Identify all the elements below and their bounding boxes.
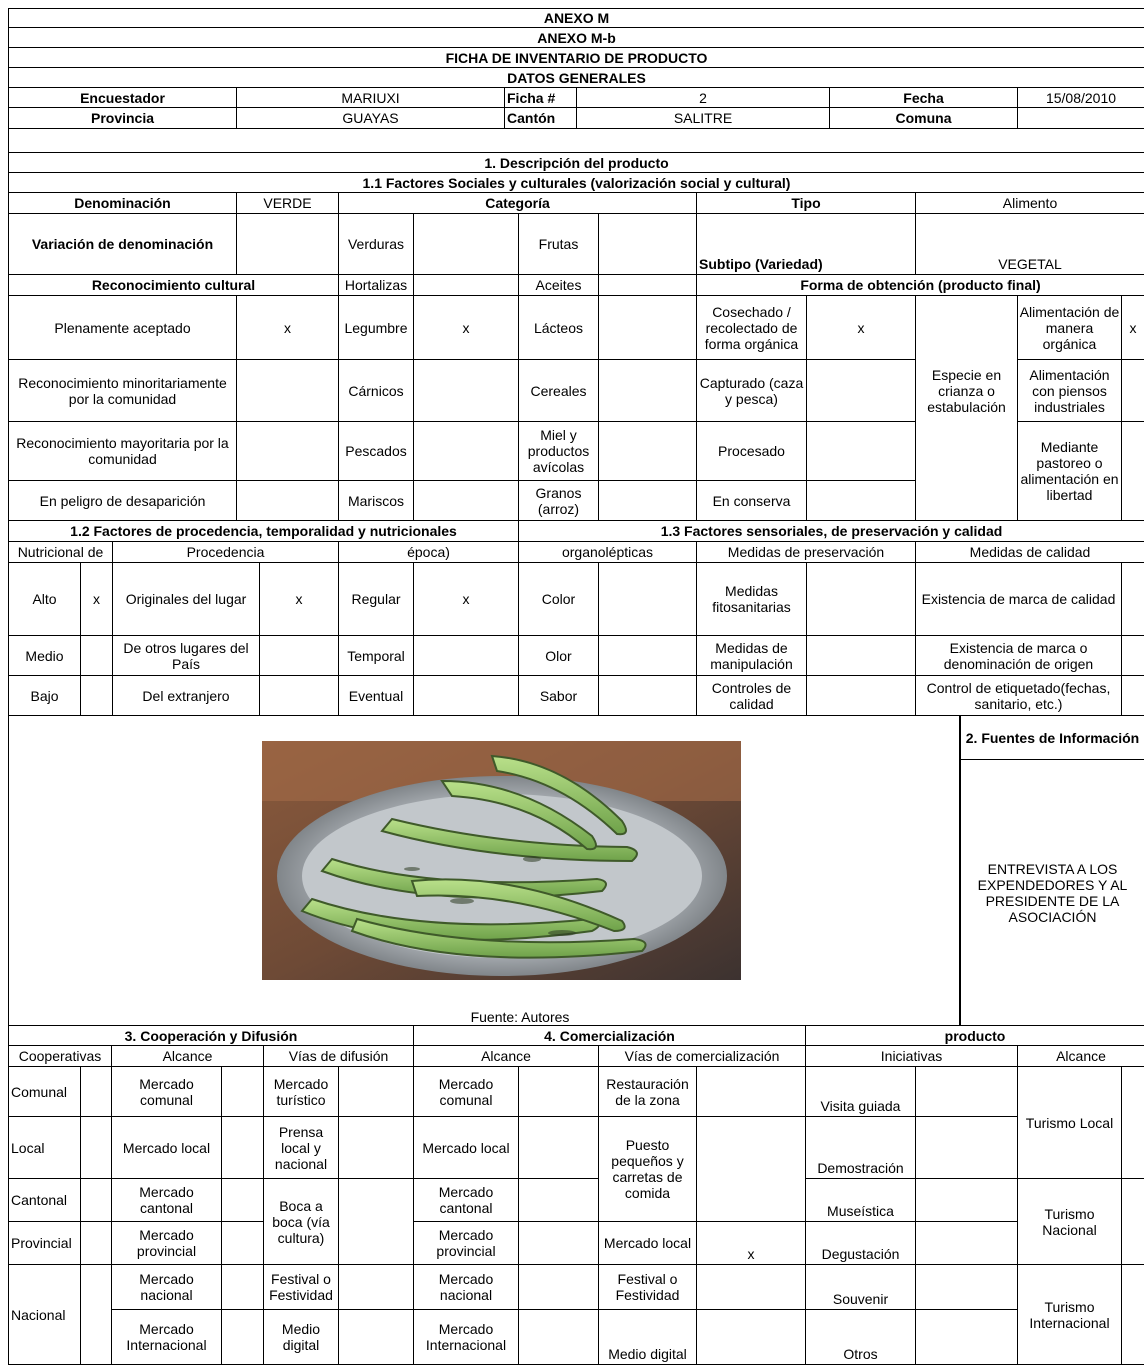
nutricional-label: Nutricional de — [8, 542, 113, 563]
tipo-value: Alimento — [916, 193, 1144, 214]
s3-alc-local: Mercado local — [112, 1117, 222, 1179]
cat-mariscos-mark — [414, 481, 519, 521]
nutri-medio: Medio — [8, 636, 81, 676]
s4-alc-cantonal-mark — [519, 1179, 599, 1222]
canton-value: SALITRE — [577, 108, 830, 129]
section4-title: 4. Comercialización — [414, 1026, 806, 1046]
cat-carnicos-mark — [414, 360, 519, 422]
calidad-origen: Existencia de marca o denominación de origen — [916, 636, 1122, 676]
proc-extranjero: Del extranjero — [113, 676, 260, 716]
coop-cantonal: Cantonal — [8, 1179, 81, 1222]
annex-title: ANEXO M — [8, 8, 1144, 28]
alim-piensos-mark — [1122, 360, 1144, 422]
preserv-controles-mark — [807, 676, 916, 716]
alim-organica-mark: x — [1122, 296, 1144, 360]
especie-top — [916, 296, 1018, 360]
section2-title: 2. Fuentes de Información — [960, 716, 1144, 760]
s4-alc-internacional: Mercado Internacional — [414, 1310, 519, 1365]
s5-turismo-local: Turismo Local — [1018, 1067, 1122, 1179]
coop-provincial-mark — [81, 1222, 112, 1265]
epoca-label: época) — [339, 542, 519, 563]
plantains-photo — [262, 741, 741, 980]
ini-visita-mark — [916, 1067, 1018, 1117]
ini-demostracion-mark — [916, 1117, 1018, 1179]
s5-turismo-local-mark — [1122, 1067, 1144, 1179]
coop-label: Cooperativas — [8, 1046, 112, 1067]
organo-olor-mark — [599, 636, 697, 676]
s3-via-turistico: Mercado turístico — [264, 1067, 339, 1117]
forma-conserva: En conserva — [697, 481, 807, 521]
forma-cosechado-mark: x — [807, 296, 916, 360]
epoca-regular-mark: x — [414, 563, 519, 636]
ini-souvenir: Souvenir — [806, 1265, 916, 1310]
s4-alc-provincial: Mercado provincial — [414, 1222, 519, 1265]
calidad-marca-mark — [1122, 563, 1144, 636]
s5-turismo-nacional: Turismo Nacional — [1018, 1179, 1122, 1265]
organo-sabor: Sabor — [519, 676, 599, 716]
calidad-origen-mark — [1122, 636, 1144, 676]
organo-label: organolépticas — [519, 542, 697, 563]
recon-plenamente-mark: x — [237, 296, 339, 360]
proc-otros: De otros lugares del País — [113, 636, 260, 676]
sheet-title: FICHA DE INVENTARIO DE PRODUCTO — [8, 48, 1144, 68]
s3-via-festival-mark — [339, 1265, 414, 1310]
calidad-etiquetado-mark — [1122, 676, 1144, 716]
fecha-label: Fecha — [830, 88, 1018, 108]
s3-alc-comunal-mark — [222, 1067, 264, 1117]
s3-alc-internacional: Mercado Internacional — [112, 1310, 222, 1365]
alim-pastoreo-mark — [1122, 422, 1144, 521]
denominacion-value: VERDE — [237, 193, 339, 214]
alim-piensos: Alimentación con piensos industriales — [1018, 360, 1122, 422]
s3-alc-local-mark — [222, 1117, 264, 1179]
cat-cereales: Cereales — [519, 360, 599, 422]
cat-pescados-mark — [414, 422, 519, 481]
recon-minoritario-mark — [237, 360, 339, 422]
ini-degustacion-mark — [916, 1222, 1018, 1265]
s4-alc-nacional: Mercado nacional — [414, 1265, 519, 1310]
cat-hortalizas-mark — [414, 275, 519, 296]
s5-turismo-internacional-mark — [1122, 1265, 1144, 1365]
coop-nacional: Nacional — [8, 1265, 81, 1365]
epoca-eventual: Eventual — [339, 676, 414, 716]
s3-via-festival: Festival o Festividad — [264, 1265, 339, 1310]
cat-cereales-mark — [599, 360, 697, 422]
section13-title: 1.3 Factores sensoriales, de preservación y calidad — [519, 521, 1144, 542]
ini-otros: Otros — [806, 1310, 916, 1365]
cat-legumbre-mark: x — [414, 296, 519, 360]
nutri-alto-mark: x — [81, 563, 113, 636]
coop-provincial: Provincial — [8, 1222, 81, 1265]
s4-via-restauracion: Restauración de la zona — [599, 1067, 697, 1117]
tipo-label: Tipo — [697, 193, 916, 214]
s3-via-boca-mark — [339, 1179, 414, 1265]
calidad-label: Medidas de calidad — [916, 542, 1144, 563]
s5-turismo-internacional: Turismo Internacional — [1018, 1265, 1122, 1365]
s3-vias-label: Vías de difusión — [264, 1046, 414, 1067]
recon-peligro-mark — [237, 481, 339, 521]
s4-alc-internacional-mark — [519, 1310, 599, 1365]
cat-lacteos: Lácteos — [519, 296, 599, 360]
cat-frutas: Frutas — [519, 214, 599, 275]
cat-legumbre: Legumbre — [339, 296, 414, 360]
subtipo-value: VEGETAL — [916, 214, 1144, 275]
s4-via-puesto: Puesto pequeños y carretas de comida — [599, 1117, 697, 1222]
cat-miel-mark — [599, 422, 697, 481]
s4-alc-nacional-mark — [519, 1265, 599, 1310]
s3-via-prensa-mark — [339, 1117, 414, 1179]
reconocimiento-label: Reconocimiento cultural — [8, 275, 339, 296]
ini-museistica-mark — [916, 1179, 1018, 1222]
epoca-eventual-mark — [414, 676, 519, 716]
spacer-row — [8, 129, 1144, 153]
photo-caption: Fuente: Autores — [470, 1009, 570, 1025]
recon-mayoritaria-mark — [237, 422, 339, 481]
s4-vias-label: Vías de comercialización — [599, 1046, 806, 1067]
especie-bottom — [916, 422, 1018, 521]
forma-cosechado: Cosechado / recolectado de forma orgánica — [697, 296, 807, 360]
comuna-value — [1018, 108, 1144, 129]
coop-nacional-mark — [81, 1265, 112, 1365]
s3-via-prensa: Prensa local y nacional — [264, 1117, 339, 1179]
provincia-label: Provincia — [8, 108, 237, 129]
cat-aceites: Aceites — [519, 275, 599, 296]
cat-pescados: Pescados — [339, 422, 414, 481]
s3-alc-cantonal: Mercado cantonal — [112, 1179, 222, 1222]
section11-title: 1.1 Factores Sociales y culturales (valorización social y cultural) — [8, 173, 1144, 193]
especie-label: Especie en crianza o estabulación — [916, 360, 1018, 422]
ini-otros-mark — [916, 1310, 1018, 1365]
preserv-fitosanitarias: Medidas fitosanitarias — [697, 563, 807, 636]
recon-peligro: En peligro de desaparición — [8, 481, 237, 521]
s4-alcance-label: Alcance — [414, 1046, 599, 1067]
s5-alcance-label: Alcance — [1018, 1046, 1144, 1067]
coop-comunal: Comunal — [8, 1067, 81, 1117]
proc-originales: Originales del lugar — [113, 563, 260, 636]
coop-comunal-mark — [81, 1067, 112, 1117]
organo-color-mark — [599, 563, 697, 636]
s3-via-digital-mark — [339, 1310, 414, 1365]
organo-sabor-mark — [599, 676, 697, 716]
calidad-marca: Existencia de marca de calidad — [916, 563, 1122, 636]
coop-cantonal-mark — [81, 1179, 112, 1222]
cat-verduras: Verduras — [339, 214, 414, 275]
s3-via-digital: Medio digital — [264, 1310, 339, 1365]
ini-museistica: Museística — [806, 1179, 916, 1222]
ini-degustacion: Degustación — [806, 1222, 916, 1265]
s4-via-digital-mark — [697, 1310, 806, 1365]
s3-alc-internacional-mark — [222, 1310, 264, 1365]
forma-procesado-mark — [807, 422, 916, 481]
canton-label: Cantón — [505, 108, 577, 129]
s3-via-boca: Boca a boca (vía cultura) — [264, 1179, 339, 1265]
forma-conserva-mark — [807, 481, 916, 521]
s3-alc-nacional-mark — [222, 1265, 264, 1310]
variacion-label: Variación de denominación — [8, 214, 237, 275]
preserv-fitosanitarias-mark — [807, 563, 916, 636]
forma-capturado-mark — [807, 360, 916, 422]
s4-alc-local-mark — [519, 1117, 599, 1179]
s4-via-festival: Festival o Festividad — [599, 1265, 697, 1310]
cat-granos: Granos (arroz) — [519, 481, 599, 521]
fecha-value: 15/08/2010 — [1018, 88, 1144, 108]
denominacion-label: Denominación — [8, 193, 237, 214]
forma-label: Forma de obtención (producto final) — [697, 275, 1144, 296]
subtipo-label: Subtipo (Variedad) — [697, 214, 916, 275]
section12-title: 1.2 Factores de procedencia, temporalidad y nutricionales — [8, 521, 519, 542]
section5-title: producto — [806, 1026, 1144, 1046]
encuestador-label: Encuestador — [8, 88, 237, 108]
nutri-bajo-mark — [81, 676, 113, 716]
epoca-temporal-mark — [414, 636, 519, 676]
encuestador-value: MARIUXI — [237, 88, 505, 108]
s3-alc-cantonal-mark — [222, 1179, 264, 1222]
recon-mayoritaria: Reconocimiento mayoritaria por la comunidad — [8, 422, 237, 481]
alim-organica: Alimentación de manera orgánica — [1018, 296, 1122, 360]
s4-via-festival-mark — [697, 1265, 806, 1310]
s4-via-puesto-mark — [697, 1117, 806, 1222]
s3-alcance-label: Alcance — [112, 1046, 264, 1067]
preserv-label: Medidas de preservación — [697, 542, 916, 563]
alim-pastoreo: Mediante pastoreo o alimentación en libertad — [1018, 422, 1122, 521]
cat-mariscos: Mariscos — [339, 481, 414, 521]
ficha-label: Ficha # — [505, 88, 577, 108]
iniciativas-label: Iniciativas — [806, 1046, 1018, 1067]
recon-minoritario: Reconocimiento minoritariamente por la comunidad — [8, 360, 237, 422]
preserv-manipulacion: Medidas de manipulación — [697, 636, 807, 676]
ini-visita: Visita guiada — [806, 1067, 916, 1117]
s4-alc-cantonal: Mercado cantonal — [414, 1179, 519, 1222]
nutri-alto: Alto — [8, 563, 81, 636]
provincia-value: GUAYAS — [237, 108, 505, 129]
s3-alc-provincial-mark — [222, 1222, 264, 1265]
s4-alc-comunal: Mercado comunal — [414, 1067, 519, 1117]
section2-text: ENTREVISTA A LOS EXPENDEDORES Y AL PRESIDENTE DE LA ASOCIACIÓN — [960, 760, 1144, 1026]
coop-local-mark — [81, 1117, 112, 1179]
categoria-label: Categoría — [339, 193, 697, 214]
preserv-manipulacion-mark — [807, 636, 916, 676]
epoca-regular: Regular — [339, 563, 414, 636]
cat-lacteos-mark — [599, 296, 697, 360]
section1-title: 1. Descripción del producto — [8, 153, 1144, 173]
cat-hortalizas: Hortalizas — [339, 275, 414, 296]
s4-via-mercado-local: Mercado local — [599, 1222, 697, 1265]
organo-olor: Olor — [519, 636, 599, 676]
general-title: DATOS GENERALES — [8, 68, 1144, 88]
s3-via-turistico-mark — [339, 1067, 414, 1117]
s4-alc-local: Mercado local — [414, 1117, 519, 1179]
recon-plenamente: Plenamente aceptado — [8, 296, 237, 360]
s5-turismo-nacional-mark — [1122, 1179, 1144, 1265]
cat-carnicos: Cárnicos — [339, 360, 414, 422]
proc-extranjero-mark — [260, 676, 339, 716]
variacion-value — [237, 214, 339, 275]
nutri-medio-mark — [81, 636, 113, 676]
s4-via-mercado-local-mark: x — [697, 1222, 806, 1265]
ficha-value: 2 — [577, 88, 830, 108]
s4-via-digital: Medio digital — [599, 1310, 697, 1365]
s3-alc-comunal: Mercado comunal — [112, 1067, 222, 1117]
cat-frutas-mark — [599, 214, 697, 275]
forma-procesado: Procesado — [697, 422, 807, 481]
calidad-etiquetado: Control de etiquetado(fechas, sanitario, etc.) — [916, 676, 1122, 716]
epoca-temporal: Temporal — [339, 636, 414, 676]
proc-otros-mark — [260, 636, 339, 676]
organo-color: Color — [519, 563, 599, 636]
cat-aceites-mark — [599, 275, 697, 296]
s4-alc-comunal-mark — [519, 1067, 599, 1117]
s3-alc-nacional: Mercado nacional — [112, 1265, 222, 1310]
preserv-controles: Controles de calidad — [697, 676, 807, 716]
section3-title: 3. Cooperación y Difusión — [8, 1026, 414, 1046]
nutri-bajo: Bajo — [8, 676, 81, 716]
proc-originales-mark: x — [260, 563, 339, 636]
forma-capturado: Capturado (caza y pesca) — [697, 360, 807, 422]
annex-b-title: ANEXO M-b — [8, 28, 1144, 48]
ini-souvenir-mark — [916, 1265, 1018, 1310]
coop-local: Local — [8, 1117, 81, 1179]
s4-alc-provincial-mark — [519, 1222, 599, 1265]
procedencia-label: Procedencia — [113, 542, 339, 563]
s4-via-restauracion-mark — [697, 1067, 806, 1117]
s3-alc-provincial: Mercado provincial — [112, 1222, 222, 1265]
cat-verduras-mark — [414, 214, 519, 275]
cat-granos-mark — [599, 481, 697, 521]
cat-miel: Miel y productos avícolas — [519, 422, 599, 481]
ini-demostracion: Demostración — [806, 1117, 916, 1179]
comuna-label: Comuna — [830, 108, 1018, 129]
